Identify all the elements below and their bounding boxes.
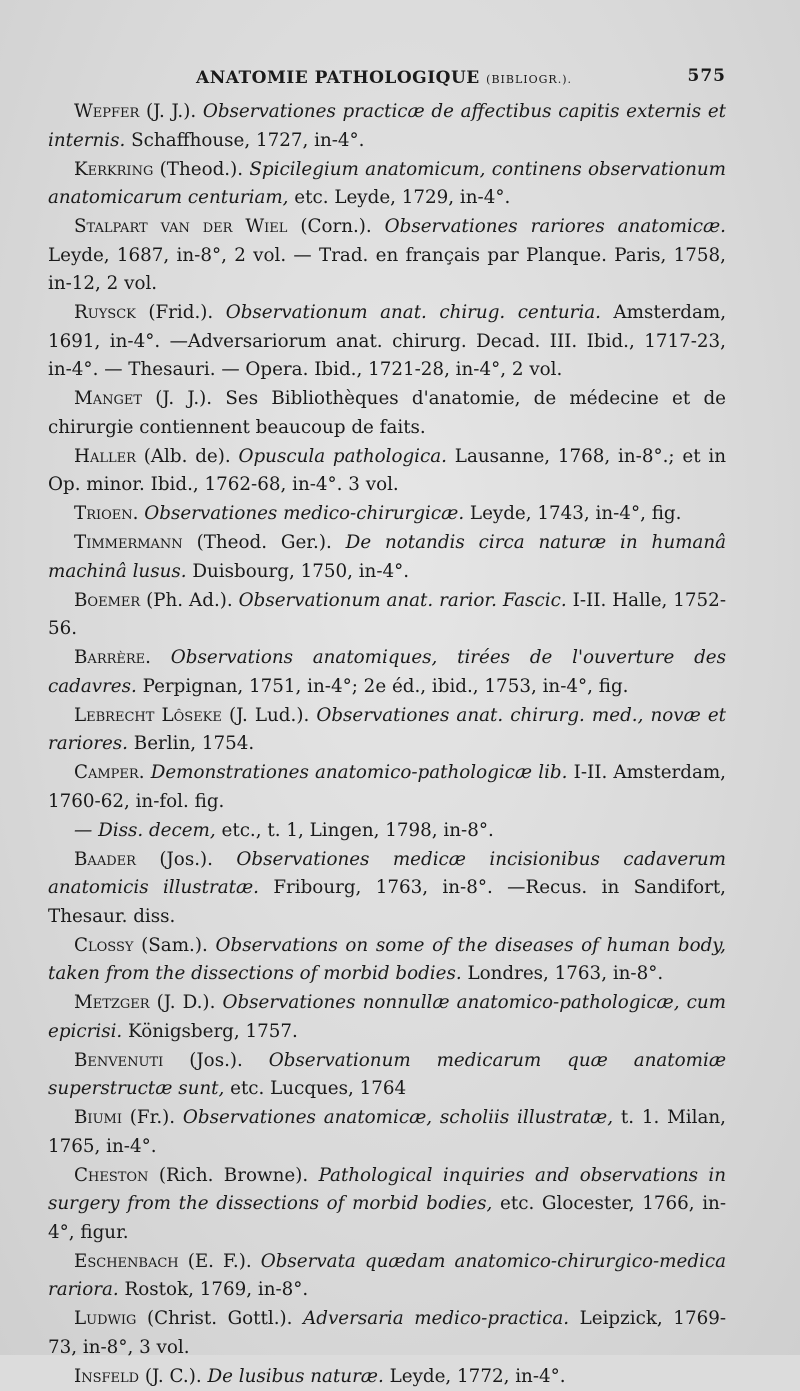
entry-work-title: Observationum medicarum quæ anatomiæ superstructæ sunt, <box>48 1050 726 1100</box>
bibliography-entry <box>48 299 726 385</box>
entry-publication: Ses Bibliothèques d'anatomie, de médecine et de chirurgie contiennent beaucoup de faits. <box>48 388 726 438</box>
entry-publication: Leyde, 1743, in-4°, fig. <box>464 503 681 524</box>
entry-author: Trioen <box>74 503 133 524</box>
entry-initials: (J. C.). <box>139 1366 207 1387</box>
entry-author: Wepfer <box>74 101 139 122</box>
entry-publication: etc. Leyde, 1729, in-4°. <box>289 187 511 208</box>
entry-author: Kerkring <box>74 159 153 180</box>
bibliography-entry <box>48 587 726 644</box>
bibliography-list <box>48 98 726 1391</box>
entry-author: Boemer <box>74 590 140 611</box>
entry-publication: Londres, 1763, in-8°. <box>462 963 664 984</box>
entry-work-title: Observationum anat. rarior. Fascic. <box>239 590 567 611</box>
entry-publication: I-II. Halle, 1752-56. <box>48 590 726 640</box>
entry-author: Insfeld <box>74 1366 139 1387</box>
entry-publication: etc., t. 1, Lingen, 1798, in-8°. <box>216 820 494 841</box>
running-head <box>48 60 726 90</box>
entry-publication: etc. Lucques, 1764 <box>224 1078 406 1099</box>
entry-author: Ruysck <box>74 302 136 323</box>
entry-initials: (Theod.). <box>153 159 249 180</box>
entry-author: Lebrecht Lôseke <box>74 705 222 726</box>
bibliography-entry <box>48 1104 726 1161</box>
entry-initials: (E. F.). <box>179 1251 261 1272</box>
entry-work-title: Observationum anat. chirug. centuria. <box>226 302 601 323</box>
entry-initials: (Sam.). <box>133 935 215 956</box>
entry-author: Stalpart van der Wiel <box>74 216 287 237</box>
entry-initials: . <box>133 503 145 524</box>
entry-author: Eschenbach <box>74 1251 179 1272</box>
entry-work-title: Pathological inquiries and observations in surgery from the dissections of morbid bodies, <box>48 1165 726 1215</box>
entry-author: Benvenuti <box>74 1050 163 1071</box>
running-title-main: ANATOMIE PATHOLOGIQUE <box>196 68 480 88</box>
entry-initials: (Frid.). <box>136 302 226 323</box>
entry-author: Cheston <box>74 1165 148 1186</box>
entry-author: Haller <box>74 446 136 467</box>
entry-work-title: Observationes medico-chirurgicæ. <box>144 503 464 524</box>
entry-work-title: Observationes nonnullæ anatomico-pathologicæ, cum epicrisi. <box>48 992 726 1042</box>
bibliography-entry <box>48 989 726 1046</box>
bibliography-entry <box>48 500 726 529</box>
page-number: 575 <box>688 66 727 86</box>
entry-initials: (J. J.). <box>139 101 203 122</box>
entry-initials: (J. J.). <box>142 388 225 409</box>
bibliography-entry <box>48 759 726 816</box>
running-title-sub: (BIBLIOGR.). <box>486 73 572 86</box>
entry-work-title: Observationes anatomicæ, scholiis illustratæ, <box>183 1107 613 1128</box>
entry-initials: (Theod. Ger.). <box>183 532 346 553</box>
entry-initials: (Jos.). <box>136 849 236 870</box>
entry-work-title: Observationes medicæ incisionibus cadaverum anatomicis illustratæ. <box>48 849 726 899</box>
entry-work-title: Observata quædam anatomico-chirurgico-medica rariora. <box>48 1251 726 1301</box>
entry-author: Biumi <box>74 1107 122 1128</box>
entry-work-title: Adversaria medico-practica. <box>303 1308 569 1329</box>
entry-publication: Schaffhouse, 1727, in-4°. <box>125 130 364 151</box>
entry-publication: t. 1. Milan, 1765, in-4°. <box>48 1107 726 1157</box>
entry-initials: (Christ. Gottl.). <box>136 1308 303 1329</box>
bibliography-entry <box>48 932 726 989</box>
entry-work-title: Spicilegium anatomicum, continens observationum anatomicarum centuriam, <box>48 159 726 209</box>
entry-author: Clossy <box>74 935 133 956</box>
entry-publication: Fribourg, 1763, in-8°. —Recus. in Sandifort, Thesaur. diss. <box>48 877 726 927</box>
entry-initials: . <box>139 762 151 783</box>
entry-author: Manget <box>74 388 142 409</box>
bibliography-entry <box>48 98 726 155</box>
entry-work-title: Observationes rariores anatomicæ. <box>385 216 726 237</box>
entry-publication: I-II. Amsterdam, 1760-62, in-fol. fig. <box>48 762 726 812</box>
entry-initials: . <box>145 647 171 668</box>
entry-initials: (Jos.). <box>163 1050 268 1071</box>
entry-initials: (Ph. Ad.). <box>140 590 238 611</box>
entry-publication: Berlin, 1754. <box>128 733 254 754</box>
entry-author: Camper <box>74 762 139 783</box>
bibliography-entry <box>48 1047 726 1104</box>
entry-initials: (Rich. Browne). <box>148 1165 318 1186</box>
entry-work-title: Observationes practicæ de affectibus capitis externis et internis. <box>48 101 726 151</box>
entry-publication: Leyde, 1687, in-8°, 2 vol. — Trad. en français par Planque. Paris, 1758, in-12, 2 vol. <box>48 245 726 295</box>
entry-initials: (J. Lud.). <box>222 705 316 726</box>
entry-work-title: Observations on some of the diseases of human body, taken from the dissections of morbid bodies. <box>48 935 726 985</box>
bibliography-entry <box>48 213 726 299</box>
entry-publication: Lausanne, 1768, in-8°.; et in Op. minor. Ibid., 1762-68, in-4°. 3 vol. <box>48 446 726 496</box>
entry-work-title: Opuscula pathologica. <box>238 446 447 467</box>
entry-publication: Perpignan, 1751, in-4°; 2e éd., ibid., 1753, in-4°, fig. <box>137 676 629 697</box>
entry-publication: etc. Glocester, 1766, in-4°, figur. <box>48 1193 726 1243</box>
entry-author: Metzger <box>74 992 150 1013</box>
bibliography-entry <box>48 702 726 759</box>
entry-work-title: Demonstrationes anatomico-pathologicæ lib. <box>151 762 568 783</box>
bibliography-entry <box>48 1162 726 1248</box>
entry-publication: Leipzick, 1769-73, in-8°, 3 vol. <box>48 1308 726 1358</box>
entry-author: Ludwig <box>74 1308 136 1329</box>
entry-author: Timmermann <box>74 532 183 553</box>
entry-initials: (Fr.). <box>122 1107 183 1128</box>
entry-publication: Duisbourg, 1750, in-4°. <box>187 561 410 582</box>
entry-publication: Amsterdam, 1691, in-4°. —Adversariorum anat. chirurg. Decad. III. Ibid., 1717-23, in-4°. — Thesauri. — Opera. Ibid., 1721-28, in-4°, 2 vol. <box>48 302 726 380</box>
bibliography-entry <box>48 817 726 846</box>
bibliography-entry <box>48 385 726 442</box>
entry-work-title: De lusibus naturæ. <box>207 1366 383 1387</box>
entry-publication: Leyde, 1772, in-4°. <box>384 1366 566 1387</box>
entry-initials: (Corn.). <box>287 216 384 237</box>
entry-initials: (J. D.). <box>150 992 223 1013</box>
entry-publication: Königsberg, 1757. <box>122 1021 298 1042</box>
entry-initials: (Alb. de). <box>136 446 239 467</box>
bibliography-entry <box>48 1305 726 1362</box>
bibliography-entry <box>48 1363 726 1391</box>
running-title <box>196 68 572 88</box>
entry-work-title: Observationes anat. chirurg. med., novæ et rariores. <box>48 705 726 755</box>
entry-work-title: — Diss. decem, <box>74 820 216 841</box>
entry-author: Barrère <box>74 647 145 668</box>
bibliography-entry <box>48 443 726 500</box>
bibliography-entry <box>48 644 726 701</box>
entry-work-title: De notandis circa naturæ in humanâ machinâ lusus. <box>48 532 726 582</box>
entry-work-title: Observations anatomiques, tirées de l'ouverture des cadavres. <box>48 647 726 697</box>
bibliography-entry <box>48 846 726 932</box>
bibliography-entry <box>48 1248 726 1305</box>
bibliography-entry <box>48 156 726 213</box>
bibliography-entry <box>48 529 726 586</box>
entry-publication: Rostok, 1769, in-8°. <box>119 1279 309 1300</box>
entry-author: Baader <box>74 849 136 870</box>
